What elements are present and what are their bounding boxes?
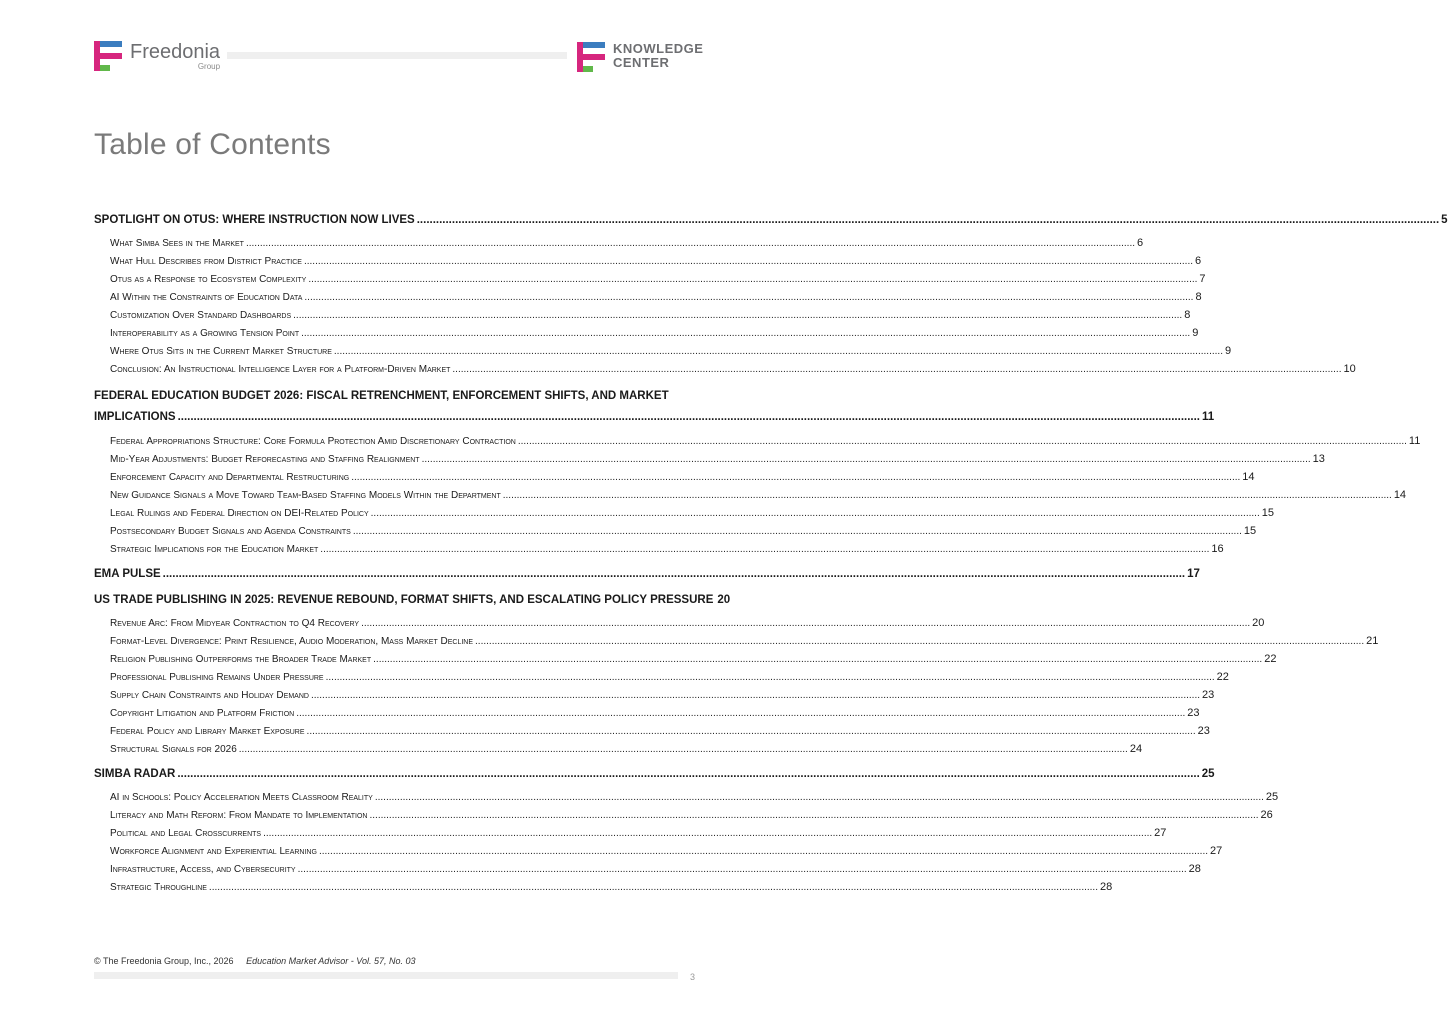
toc-subsection[interactable]: Religion Publishing Outperforms the Broader Trade Market ..... 22 bbox=[94, 650, 707, 668]
toc-section[interactable]: EMA PULSE ..... 17 bbox=[94, 564, 707, 584]
toc-page-number: 11 bbox=[1201, 411, 1215, 423]
toc-subsection[interactable]: What Hull Describes from District Practice ..... 6 bbox=[94, 252, 707, 270]
copyright-text: © The Freedonia Group, Inc., 2026 bbox=[94, 956, 234, 966]
knowledge-center-logo bbox=[577, 42, 703, 72]
toc-subsection[interactable]: Supply Chain Constraints and Holiday Demand ..... 23 bbox=[94, 686, 707, 704]
brand-name: Freedonia bbox=[130, 40, 221, 63]
brand-sub: Group bbox=[197, 61, 221, 71]
toc-subsection[interactable]: Federal Appropriations Structure: Core Formula Protection Amid Discretionary Contraction ..... 11 bbox=[94, 432, 707, 450]
toc-subsection[interactable]: Where Otus Sits in the Current Market Structure ..... 9 bbox=[94, 342, 707, 360]
toc-subsection[interactable]: Structural Signals for 2026 ..... 24 bbox=[94, 740, 707, 758]
header-rule bbox=[227, 52, 567, 59]
toc-subsection[interactable]: AI Within the Constraints of Education Data ..... 8 bbox=[94, 288, 707, 306]
footer-rule bbox=[94, 972, 678, 979]
toc-subsection[interactable]: Strategic Implications for the Education Market ..... 16 bbox=[94, 540, 707, 558]
toc-subsection[interactable]: Postsecondary Budget Signals and Agenda Constraints ..... 15 bbox=[94, 522, 707, 540]
toc-subsection[interactable]: Enforcement Capacity and Departmental Restructuring ..... 14 bbox=[94, 468, 707, 486]
toc-subsection[interactable]: Format-Level Divergence: Print Resilience, Audio Moderation, Mass Market Decline ..... 21 bbox=[94, 632, 707, 650]
table-of-contents bbox=[94, 210, 1448, 900]
toc-subsection[interactable]: Customization Over Standard Dashboards ..... 8 bbox=[94, 306, 707, 324]
toc-section[interactable]: SIMBA RADAR ..... 25 bbox=[94, 764, 707, 784]
toc-subsection[interactable]: Workforce Alignment and Experiential Learning ..... 27 bbox=[94, 842, 707, 860]
toc-subsection[interactable]: Otus as a Response to Ecosystem Complexity ..... 7 bbox=[94, 270, 707, 288]
page-footer bbox=[94, 956, 416, 966]
toc-subsection[interactable]: New Guidance Signals a Move Toward Team-Based Staffing Models Within the Department ..... 14 bbox=[94, 486, 707, 504]
kc-line1: KNOWLEDGE bbox=[613, 41, 704, 56]
toc-page-number: 5 bbox=[1441, 214, 1448, 226]
toc-subsection[interactable]: Legal Rulings and Federal Direction on DEI-Related Policy ..... 15 bbox=[94, 504, 707, 522]
toc-subsection[interactable]: Political and Legal Crosscurrents ..... 27 bbox=[94, 824, 707, 842]
freedonia-logo bbox=[94, 41, 220, 71]
page-number: 3 bbox=[690, 972, 696, 982]
freedonia-logo-icon bbox=[94, 41, 122, 71]
toc-subsection[interactable]: Interoperability as a Growing Tension Point ..... 9 bbox=[94, 324, 707, 342]
toc-subsection[interactable]: Conclusion: An Instructional Intelligence Layer for a Platform-Driven Market ..... 10 bbox=[94, 360, 707, 378]
toc-page-number: 17 bbox=[1187, 568, 1200, 580]
page-header bbox=[0, 0, 800, 80]
page-title: Table of Contents bbox=[94, 128, 331, 161]
toc-subsection[interactable]: Copyright Litigation and Platform Friction ..... 23 bbox=[94, 704, 707, 722]
toc-section[interactable]: FEDERAL EDUCATION BUDGET 2026: FISCAL RETRENCHMENT, ENFORCEMENT SHIFTS, AND MARKET IMPLICATIONS ..... 11 bbox=[94, 386, 707, 428]
toc-section[interactable]: SPOTLIGHT ON OTUS: WHERE INSTRUCTION NOW LIVES ..... 5 bbox=[94, 210, 707, 230]
toc-subsection[interactable]: Literacy and Math Reform: From Mandate to Implementation ..... 26 bbox=[94, 806, 707, 824]
toc-page-number: 20 bbox=[717, 594, 731, 606]
toc-subsection[interactable]: AI in Schools: Policy Acceleration Meets Classroom Reality ..... 25 bbox=[94, 788, 707, 806]
kc-line2: CENTER bbox=[613, 55, 670, 70]
toc-subsection[interactable]: Professional Publishing Remains Under Pressure ..... 22 bbox=[94, 668, 707, 686]
toc-subsection[interactable]: What Simba Sees in the Market ..... 6 bbox=[94, 234, 707, 252]
toc-subsection[interactable]: Mid-Year Adjustments: Budget Reforecasting and Staffing Realignment ..... 13 bbox=[94, 450, 707, 468]
toc-page-number: 25 bbox=[1201, 768, 1215, 780]
toc-subsection[interactable]: Revenue Arc: From Midyear Contraction to Q4 Recovery ..... 20 bbox=[94, 614, 707, 632]
toc-subsection[interactable]: Strategic Throughline ..... 28 bbox=[94, 878, 707, 896]
knowledge-center-logo-icon bbox=[577, 42, 605, 72]
toc-subsection[interactable]: Infrastructure, Access, and Cybersecurity ..... 28 bbox=[94, 860, 707, 878]
publication-title: Education Market Advisor - Vol. 57, No. 03 bbox=[246, 956, 416, 966]
toc-subsection[interactable]: Federal Policy and Library Market Exposure ..... 23 bbox=[94, 722, 707, 740]
toc-section[interactable]: US TRADE PUBLISHING IN 2025: REVENUE REBOUND, FORMAT SHIFTS, AND ESCALATING POLICY PRESSURE 20 bbox=[94, 590, 707, 610]
